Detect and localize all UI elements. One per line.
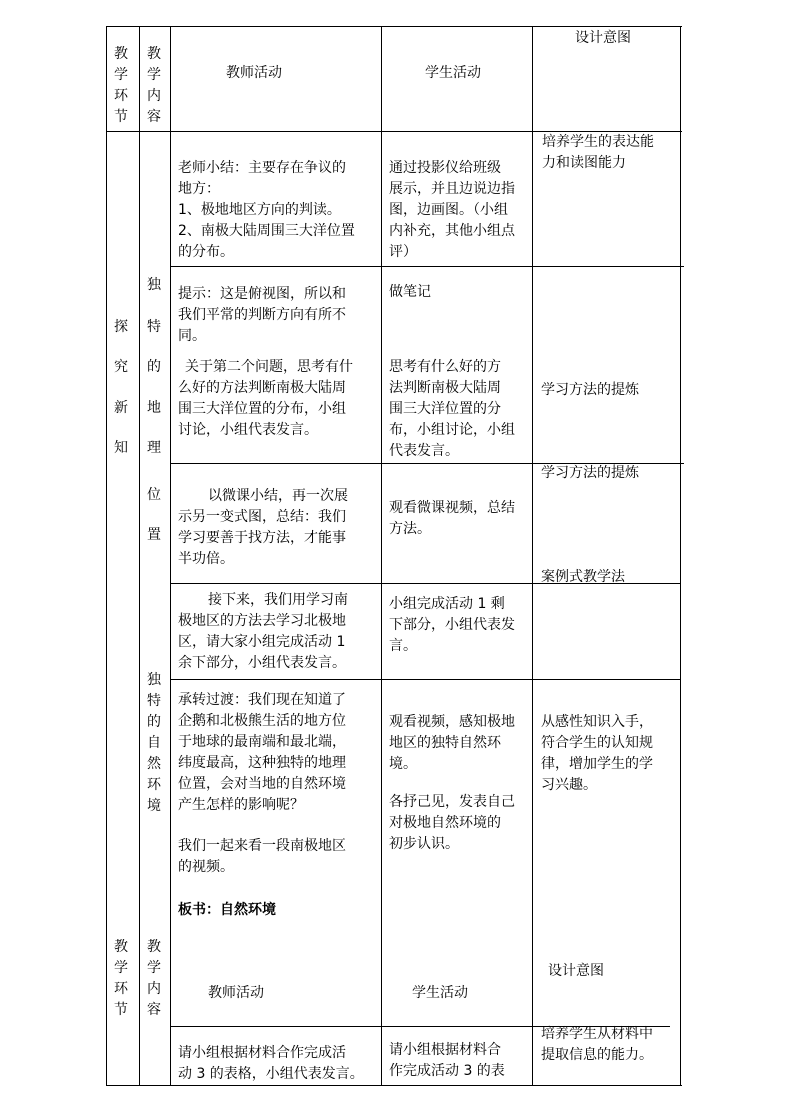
table-right-border bbox=[680, 26, 681, 1086]
table-left-border bbox=[106, 26, 107, 1086]
r2-teacher-text-a: 提示：这是俯视图，所以和 我们平常的判断方向有所不 同。 bbox=[178, 286, 346, 344]
r2-student-text-b: 思考有什么好的方 法判断南极大陆周 围三大洋位置的分 布，小组讨论，小组 代表发言。 bbox=[389, 359, 515, 459]
r4-student-text: 小组完成活动 1 剩 下部分，小组代表发 言。 bbox=[389, 596, 515, 654]
header2-teacher-activity: 教师活动 bbox=[208, 985, 264, 1001]
col-divider-3 bbox=[381, 26, 382, 131]
col-divider-1 bbox=[139, 26, 140, 1086]
r2-student-text-a: 做笔记 bbox=[389, 284, 431, 300]
header2-stage-label: 教 学 环 节 bbox=[114, 939, 128, 1018]
r3-student-text: 观看微课视频，总结 方法。 bbox=[389, 500, 515, 537]
header-stage-label: 教 学 环 节 bbox=[114, 46, 128, 125]
r5-teacher-board-note: 板书：自然环境 bbox=[178, 902, 276, 918]
header-student-activity: 学生活动 bbox=[425, 65, 481, 81]
r6-student-text: 请小组根据材料合 作完成活动 3 的表 bbox=[389, 1042, 505, 1079]
header2-design-intent: 设计意图 bbox=[548, 963, 604, 979]
col-divider-3b bbox=[381, 132, 382, 1086]
r1-teacher-text: 老师小结：主要存在争议的 地方： 1、极地地区方向的判读。 2、南极大陆周围三大洋位置 的分布。 bbox=[178, 160, 355, 260]
r4-teacher-text: 接下来，我们用学习南 极地区的方法去学习北极地 区，请大家小组完成活动 1 余下部分，小组代表发言。 bbox=[178, 592, 348, 671]
r5-student-text-b: 各抒己见，发表自己 对极地自然环境的 初步认识。 bbox=[389, 794, 515, 852]
header2-student-activity: 学生活动 bbox=[412, 985, 468, 1001]
r2-teacher-text-b: 关于第二个问题，思考有什 么好的方法判断南极大陆周 围三大洋位置的分布，小组 讨论，小组代表发言。 bbox=[178, 359, 353, 438]
r1-student-text: 通过投影仪给班级 展示，并且边说边指 图，边画图。（小组 内补充，其他小组点 评） bbox=[389, 160, 515, 260]
r5-student-text-a: 观看视频，感知极地 地区的独特自然环 境。 bbox=[389, 714, 515, 772]
r5-teacher-text-a: 承转过渡：我们现在知道了 企鹅和北极熊生活的地方位 于地球的最南端和最北端， 纬度最高，这种独特的地理 位置，会对当地的自然环境 产生怎样的影响呢？ bbox=[178, 692, 346, 813]
header-teacher-activity: 教师活动 bbox=[226, 65, 282, 81]
table-top-border bbox=[106, 26, 682, 27]
col-divider-2 bbox=[170, 26, 171, 131]
row-border-1 bbox=[170, 266, 684, 267]
r6-teacher-text: 请小组根据材料合作完成活 动 3 的表格，小组代表发言。 bbox=[178, 1045, 364, 1082]
r6-design-text: 培养学生从材料中 提取信息的能力。 bbox=[541, 1026, 653, 1063]
col-divider-4 bbox=[532, 26, 533, 1086]
r3-design-text-b: 案例式教学法 bbox=[541, 569, 625, 585]
r2-design-text: 学习方法的提炼 bbox=[541, 382, 639, 398]
content-unique-environment: 独 特 的 自 然 环 境 bbox=[147, 672, 161, 814]
r5-teacher-text-b: 我们一起来看一段南极地区 的视频。 bbox=[178, 838, 346, 875]
r1-design-text: 培养学生的表达能 力和读图能力 bbox=[542, 134, 654, 171]
table-bottom-border bbox=[106, 1085, 682, 1086]
r5-design-text: 从感性知识入手， 符合学生的认知规 律，增加学生的学 习兴趣。 bbox=[541, 714, 653, 793]
col-divider-2b bbox=[170, 132, 171, 1086]
header-content-label: 教 学 内 容 bbox=[147, 46, 161, 125]
header2-content-label: 教 学 内 容 bbox=[147, 939, 161, 1018]
r3-teacher-text: 以微课小结，再一次展 示另一变式图，总结：我们 学习要善于找方法，才能事 半功倍。 bbox=[178, 488, 348, 567]
row-border-4 bbox=[170, 679, 680, 680]
r3-design-text-a: 学习方法的提炼 bbox=[541, 465, 639, 481]
header-design-intent: 设计意图 bbox=[575, 30, 631, 46]
